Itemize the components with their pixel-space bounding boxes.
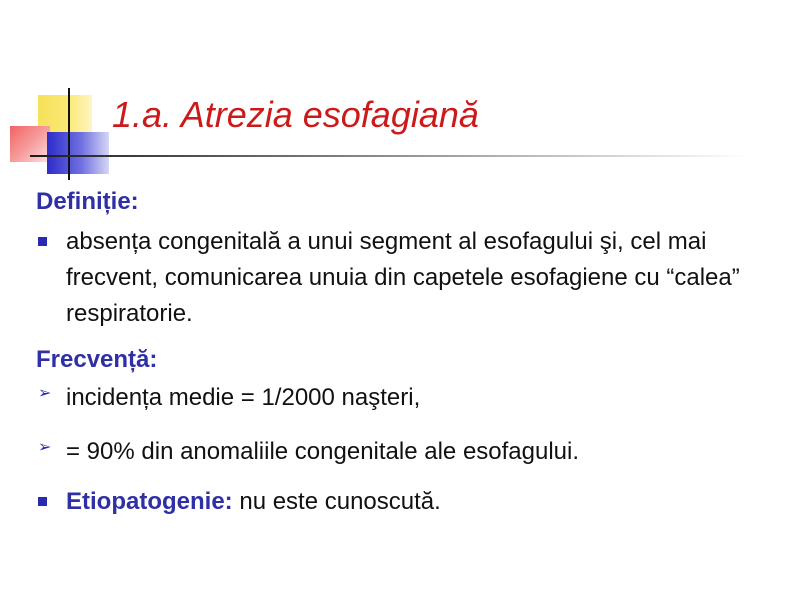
etiology-label: Etiopatogenie: <box>66 488 233 515</box>
definition-text: absența congenitală a unui segment al esofagului şi, cel mai frecvent, comunicarea unuia din capetele esofagiene cu “calea” respiratorie. <box>66 228 740 327</box>
frequency-bullet <box>36 434 766 470</box>
decor-blue-square <box>47 132 109 174</box>
definition-heading: Definiție: <box>36 188 139 215</box>
frequency-text: incidența medie = 1/2000 naşteri, <box>66 384 421 411</box>
definition-bullet <box>36 224 766 332</box>
frequency-bullet <box>36 380 766 416</box>
square-bullet-icon <box>38 237 47 246</box>
square-bullet-icon <box>38 497 47 506</box>
arrow-bullet-icon: ➢ <box>38 385 52 402</box>
decor-vertical-line <box>68 88 70 180</box>
etiology-text: nu este cunoscută. <box>232 488 441 515</box>
frequency-heading: Frecvență: <box>36 346 158 373</box>
title-underline <box>30 155 750 157</box>
frequency-text: = 90% din anomaliile congenitale ale esofagului. <box>66 438 580 465</box>
arrow-bullet-icon: ➢ <box>38 439 52 456</box>
slide-content <box>36 184 766 520</box>
slide-title: 1.a. Atrezia esofagiană <box>112 94 479 135</box>
etiology-bullet <box>36 484 766 520</box>
